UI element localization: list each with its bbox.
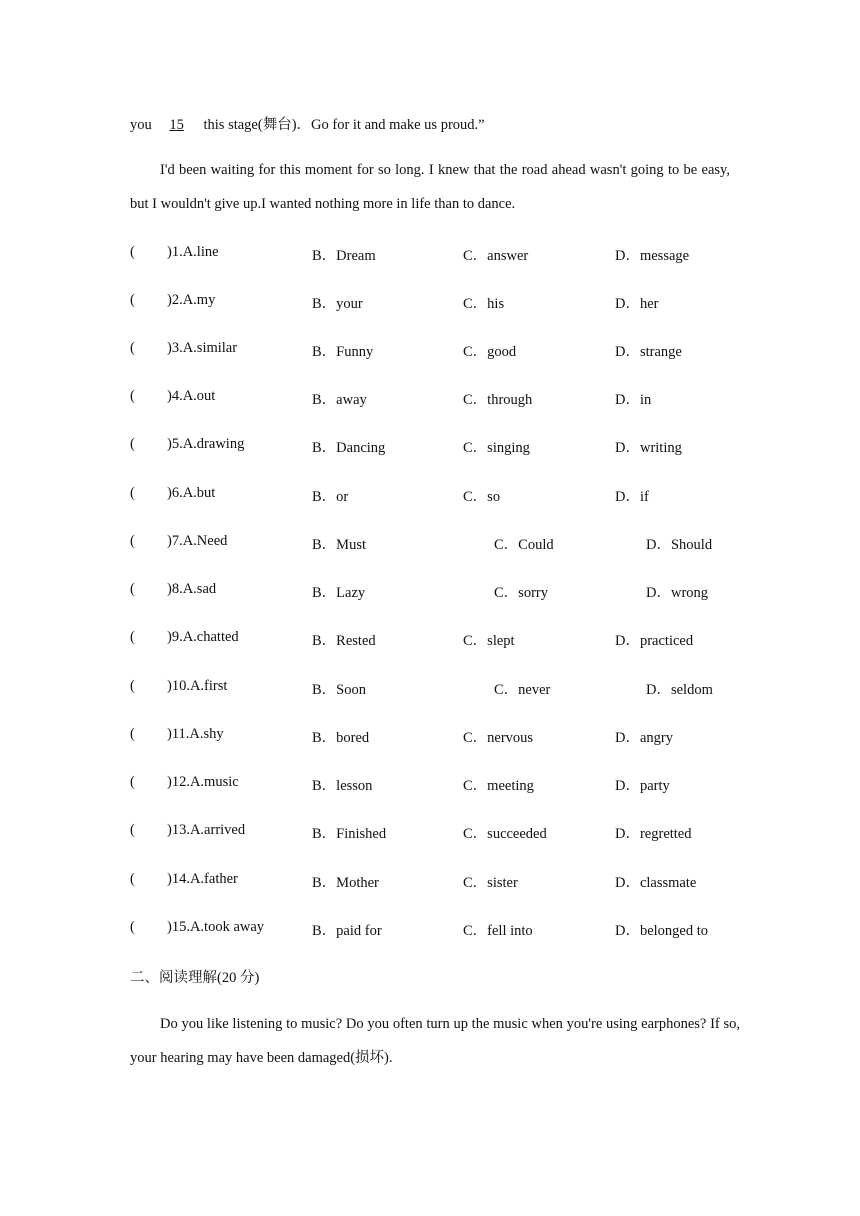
top-line-after: this stage(舞台)．Go for it and make us proud.”	[203, 117, 485, 133]
paragraph-text: I'd been waiting for this moment for so long. I knew that the road ahead wasn't going to be easy, but I wouldn't give up.I wanted nothing more in life than to dance.	[130, 162, 730, 212]
question-row-6	[130, 485, 750, 505]
answer-paren: (	[130, 919, 135, 935]
option-c: C．fell into	[463, 923, 533, 939]
answer-paren: (	[130, 822, 135, 838]
option-b: B．Finished	[312, 826, 387, 842]
question-stem: )4.A.out	[167, 388, 216, 404]
option-b: B．Dream	[312, 248, 376, 264]
question-row-13	[130, 822, 750, 842]
option-b: B．paid for	[312, 923, 382, 939]
option-c: C．singing	[463, 440, 530, 456]
question-row-11	[130, 726, 750, 746]
passage-paragraph	[130, 153, 730, 221]
option-c: C．through	[463, 392, 533, 408]
question-stem: )8.A.sad	[167, 581, 217, 597]
option-c: C．never	[494, 682, 551, 698]
answer-paren: (	[130, 244, 135, 260]
section-heading: 二、阅读理解(20 分)	[130, 970, 260, 986]
answer-paren: (	[130, 340, 135, 356]
answer-paren: (	[130, 678, 135, 694]
option-b: B．Rested	[312, 633, 376, 649]
option-d: D．strange	[615, 344, 682, 360]
option-d: D．Should	[646, 537, 713, 553]
question-stem: )10.A.first	[167, 678, 228, 694]
option-d: D．practiced	[615, 633, 694, 649]
option-b: B．or	[312, 489, 349, 505]
answer-paren: (	[130, 388, 135, 404]
question-row-9	[130, 629, 750, 649]
option-d: D．her	[615, 296, 659, 312]
option-d: D．party	[615, 778, 670, 794]
question-row-3	[130, 340, 750, 360]
option-d: D．belonged to	[615, 923, 709, 939]
answer-paren: (	[130, 871, 135, 887]
answer-paren: (	[130, 581, 135, 597]
question-row-15	[130, 919, 750, 939]
paragraph-text: Do you like listening to music? Do you often turn up the music when you're using earphones? If so, your hearing may have been damaged(损坏).	[130, 1016, 740, 1066]
question-row-2	[130, 292, 750, 312]
option-c: C．good	[463, 344, 517, 360]
option-d: D．regretted	[615, 826, 692, 842]
option-b: B．Mother	[312, 875, 379, 891]
question-stem: )15.A.took away	[167, 919, 265, 935]
question-stem: )14.A.father	[167, 871, 238, 887]
option-b: B．Must	[312, 537, 366, 553]
option-d: D．if	[615, 489, 649, 505]
question-row-8	[130, 581, 750, 601]
question-stem: )6.A.but	[167, 485, 216, 501]
option-b: B．Lazy	[312, 585, 366, 601]
option-b: B．Soon	[312, 682, 366, 698]
question-stem: )11.A.shy	[167, 726, 224, 742]
answer-paren: (	[130, 533, 135, 549]
option-b: B．lesson	[312, 778, 373, 794]
question-stem: )2.A.my	[167, 292, 216, 308]
answer-paren: (	[130, 485, 135, 501]
question-stem: )12.A.music	[167, 774, 239, 790]
option-c: C．his	[463, 296, 505, 312]
question-row-12	[130, 774, 750, 794]
option-d: D．writing	[615, 440, 682, 456]
top-line-before: you	[130, 117, 152, 133]
option-c: C．Could	[494, 537, 554, 553]
option-c: C．answer	[463, 248, 529, 264]
option-c: C．so	[463, 489, 501, 505]
option-d: D．classmate	[615, 875, 697, 891]
passage-top-line	[130, 113, 485, 134]
option-c: C．sister	[463, 875, 518, 891]
option-d: D．message	[615, 248, 690, 264]
reading-paragraph	[130, 1007, 740, 1075]
answer-paren: (	[130, 774, 135, 790]
answer-paren: (	[130, 292, 135, 308]
option-b: B．your	[312, 296, 363, 312]
question-stem: )7.A.Need	[167, 533, 228, 549]
option-b: B．Funny	[312, 344, 374, 360]
answer-blank-15: 15	[169, 117, 184, 133]
option-d: D．seldom	[646, 682, 713, 698]
question-stem: )5.A.drawing	[167, 436, 245, 452]
question-stem: )9.A.chatted	[167, 629, 239, 645]
option-d: D．angry	[615, 730, 673, 746]
question-row-10	[130, 678, 750, 698]
option-c: C．sorry	[494, 585, 548, 601]
answer-paren: (	[130, 436, 135, 452]
option-b: B．Dancing	[312, 440, 386, 456]
option-c: C．slept	[463, 633, 515, 649]
answer-paren: (	[130, 726, 135, 742]
option-d: D．in	[615, 392, 652, 408]
question-row-5	[130, 436, 750, 456]
question-stem: )3.A.similar	[167, 340, 238, 356]
question-row-1	[130, 244, 750, 264]
question-row-7	[130, 533, 750, 553]
question-stem: )1.A.line	[167, 244, 219, 260]
option-c: C．nervous	[463, 730, 534, 746]
option-c: C．meeting	[463, 778, 534, 794]
option-d: D．wrong	[646, 585, 709, 601]
question-row-4	[130, 388, 750, 408]
answer-paren: (	[130, 629, 135, 645]
option-b: B．bored	[312, 730, 370, 746]
question-row-14	[130, 871, 750, 891]
question-stem: )13.A.arrived	[167, 822, 246, 838]
option-b: B．away	[312, 392, 367, 408]
option-c: C．succeeded	[463, 826, 547, 842]
